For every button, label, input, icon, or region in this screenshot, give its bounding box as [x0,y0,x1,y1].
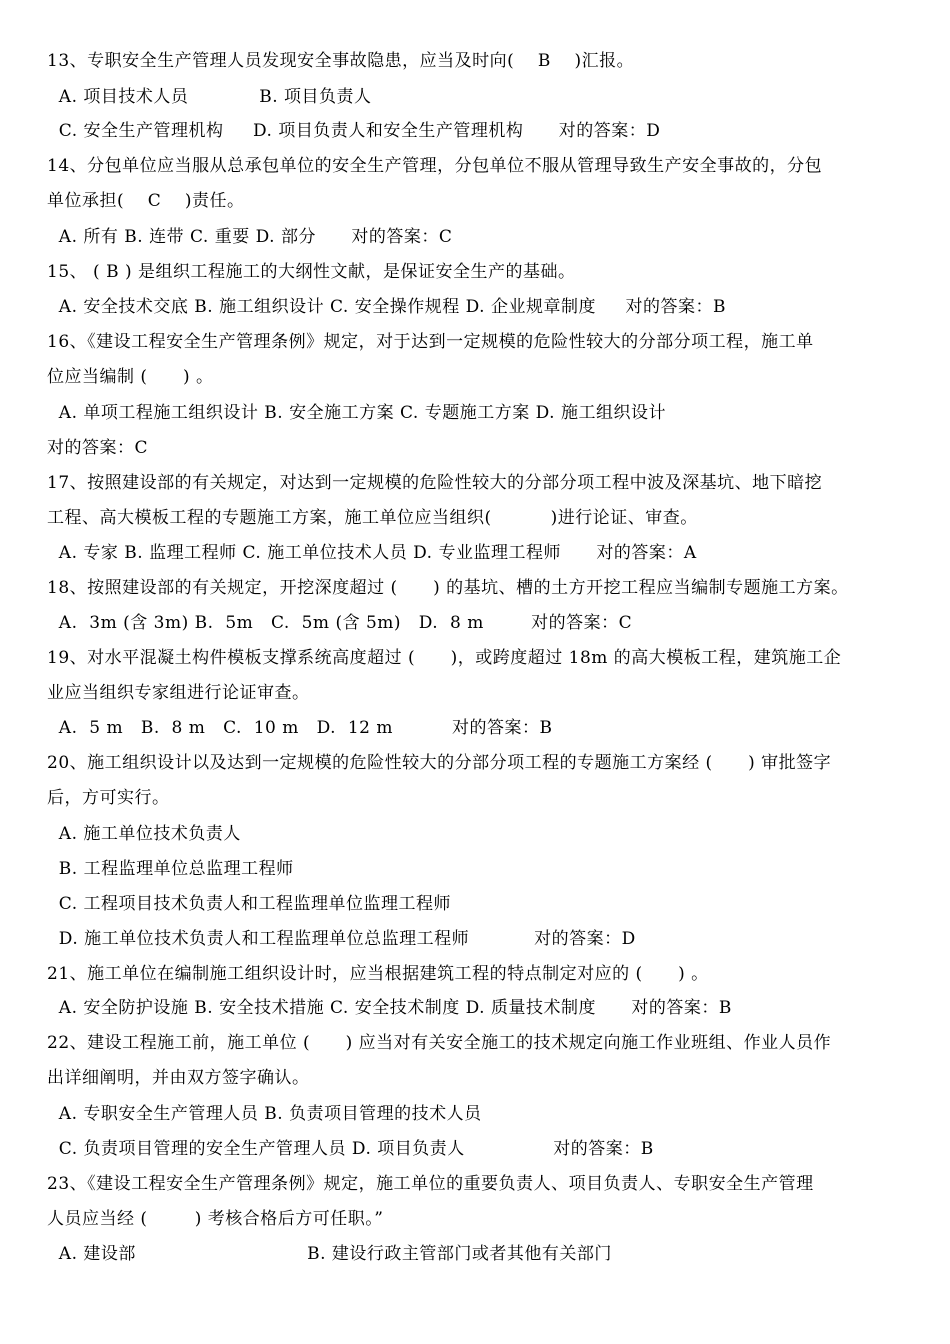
options-line: A. 安全技术交底 B. 施工组织设计 C. 安全操作规程 D. 企业规章制度 对的答案：B [47,297,726,317]
options-line: C. 负责项目管理的安全生产管理人员 D. 项目负责人 对的答案：B [47,1139,654,1159]
option-line: B. 工程监理单位总监理工程师 [47,859,294,879]
options-line: A. 单项工程施工组织设计 B. 安全施工方案 C. 专题施工方案 D. 施工组织设计 [47,403,666,423]
options-line: A. 专家 B. 监理工程师 C. 施工单位技术人员 D. 专业监理工程师 对的答案：A [47,543,697,563]
answer-line: 对的答案：C [47,438,149,458]
question-text-line: 业应当组织专家组进行论证审查。 [47,683,310,703]
question-20: 20、施工组织设计以及达到一定规模的危险性较大的分部分项工程的专题施工方案经 ( ) 审批签字 [47,753,832,773]
question-19: 19、对水平混凝土构件模板支撑系统高度超过 ( )，或跨度超过 18m 的高大模板工程，建筑施工企 [47,648,842,668]
option-line: C. 工程项目技术负责人和工程监理单位监理工程师 [47,894,452,914]
question-text-line: 位应当编制 ( ) 。 [47,367,214,387]
options-line: A. 专职安全生产管理人员 B. 负责项目管理的技术人员 [47,1104,482,1124]
question-18: 18、按照建设部的有关规定，开挖深度超过 ( ) 的基坑、槽的土方开挖工程应当编制专题施工方案。 [47,578,849,598]
options-line: A. 3m (含 3m) B. 5m C. 5m (含 5m) D. 8 m 对的答案：C [47,613,633,633]
option-line: D. 施工单位技术负责人和工程监理单位总监理工程师 对的答案：D [47,929,636,949]
question-text-line: 后，方可实行。 [47,788,170,808]
options-line: A. 建设部 B. 建设行政主管部门或者其他有关部门 [47,1244,612,1264]
question-21: 21、施工单位在编制施工组织设计时，应当根据建筑工程的特点制定对应的 ( ) 。 [47,964,709,984]
options-line: A. 安全防护设施 B. 安全技术措施 C. 安全技术制度 D. 质量技术制度 对的答案：B [47,998,732,1018]
question-text-line: 工程、高大模板工程的专题施工方案，施工单位应当组织( )进行论证、审查。 [47,508,698,528]
option-line: A. 施工单位技术负责人 [47,824,241,844]
question-14: 14、分包单位应当服从总承包单位的安全生产管理，分包单位不服从管理导致生产安全事故的，分包 [47,156,823,176]
question-13: 13、专职安全生产管理人员发现安全事故隐患，应当及时向( B )汇报。 [47,51,635,71]
question-text-line: 出详细阐明，并由双方签字确认。 [47,1068,310,1088]
question-17: 17、按照建设部的有关规定，对达到一定规模的危险性较大的分部分项工程中波及深基坑、地下暗挖 [47,473,823,493]
question-22: 22、建设工程施工前，施工单位 ( ) 应当对有关安全施工的技术规定向施工作业班组、作业人员作 [47,1033,832,1053]
question-text-line: 单位承担( C )责任。 [47,191,245,211]
options-line: A. 5 m B. 8 m C. 10 m D. 12 m 对的答案：B [47,718,553,738]
question-16: 16、《建设工程安全生产管理条例》规定，对于达到一定规模的危险性较大的分部分项工程，施工单 [47,332,814,352]
options-line: A. 所有 B. 连带 C. 重要 D. 部分 对的答案：C [47,227,453,247]
options-line: A. 项目技术人员 B. 项目负责人 [47,87,372,107]
options-line: C. 安全生产管理机构 D. 项目负责人和安全生产管理机构 对的答案：D [47,121,661,141]
question-15: 15、 ( B ) 是组织工程施工的大纲性文献，是保证安全生产的基础。 [47,262,576,282]
question-23: 23、《建设工程安全生产管理条例》规定，施工单位的重要负责人、项目负责人、专职安全生产管理 [47,1174,814,1194]
question-text-line: 人员应当经 ( ) 考核合格后方可任职。” [47,1209,384,1229]
